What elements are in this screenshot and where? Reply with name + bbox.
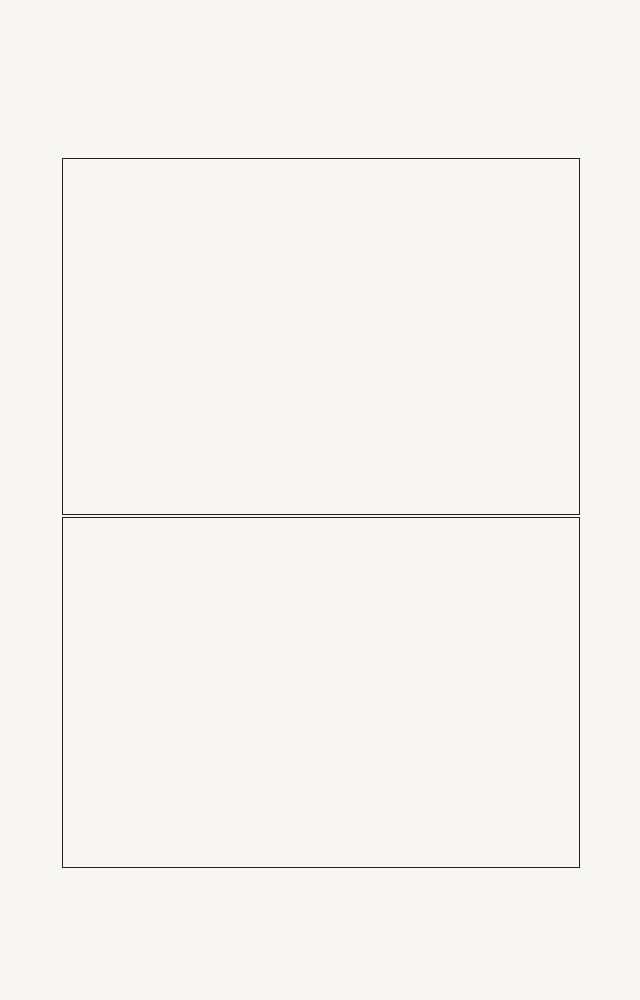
bottom-table <box>62 517 580 868</box>
top-table <box>62 158 580 515</box>
